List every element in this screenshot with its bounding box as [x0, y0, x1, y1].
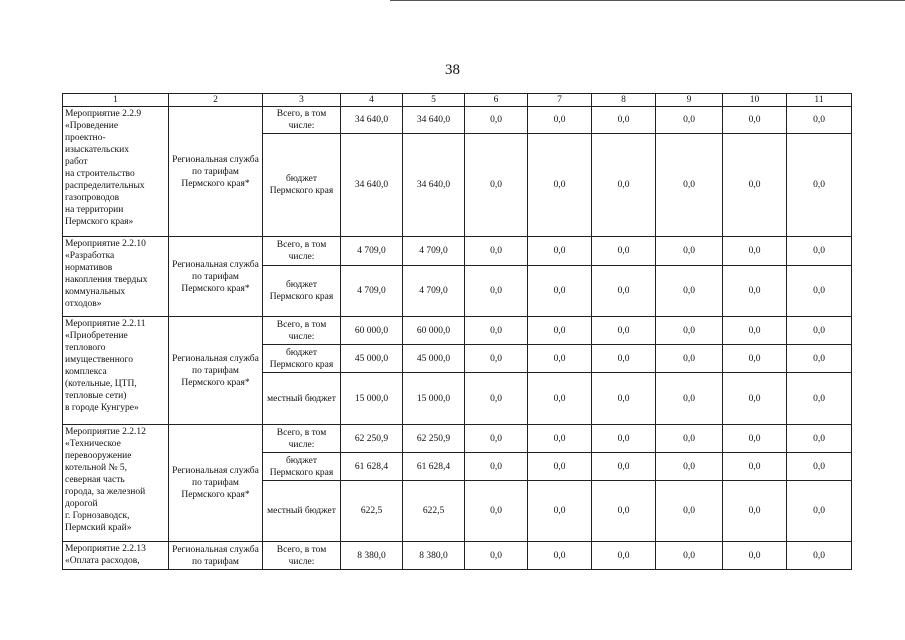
value-cell-col-6: 0,0 [465, 373, 528, 425]
value-cell-col-9: 0,0 [656, 425, 723, 453]
value-cell-col-4: 8 380,0 [341, 542, 403, 570]
executor-cell: Региональная служба по тарифам Пермского края* [169, 107, 263, 237]
value-cell-col-9: 0,0 [656, 317, 723, 345]
value-cell-col-9: 0,0 [656, 373, 723, 425]
funding-source-cell: местный бюджет [263, 481, 341, 542]
value-cell-col-5: 15 000,0 [403, 373, 465, 425]
value-cell-col-9: 0,0 [656, 453, 723, 481]
value-cell-col-7: 0,0 [528, 373, 592, 425]
value-cell-col-5: 62 250,9 [403, 425, 465, 453]
value-cell-col-4: 34 640,0 [341, 134, 403, 237]
budget-table [62, 93, 852, 570]
column-header-2: 2 [169, 94, 263, 107]
value-cell-col-6: 0,0 [465, 266, 528, 317]
column-header-8: 8 [592, 94, 656, 107]
value-cell-col-5: 34 640,0 [403, 107, 465, 134]
value-cell-col-7: 0,0 [528, 425, 592, 453]
value-cell-col-5: 8 380,0 [403, 542, 465, 570]
value-cell-col-8: 0,0 [592, 542, 656, 570]
column-header-10: 10 [723, 94, 787, 107]
value-cell-col-7: 0,0 [528, 317, 592, 345]
value-cell-col-8: 0,0 [592, 237, 656, 266]
column-header-9: 9 [656, 94, 723, 107]
value-cell-col-10: 0,0 [723, 107, 787, 134]
column-header-5: 5 [403, 94, 465, 107]
value-cell-col-4: 60 000,0 [341, 317, 403, 345]
table-row [63, 542, 852, 570]
value-cell-col-7: 0,0 [528, 266, 592, 317]
value-cell-col-11: 0,0 [787, 107, 852, 134]
funding-source-cell: Всего, в том числе: [263, 317, 341, 345]
funding-source-cell: бюджет Пермского края [263, 453, 341, 481]
value-cell-col-5: 45 000,0 [403, 345, 465, 373]
value-cell-col-8: 0,0 [592, 266, 656, 317]
value-cell-col-9: 0,0 [656, 134, 723, 237]
value-cell-col-4: 622,5 [341, 481, 403, 542]
column-header-6: 6 [465, 94, 528, 107]
value-cell-col-11: 0,0 [787, 266, 852, 317]
value-cell-col-6: 0,0 [465, 481, 528, 542]
value-cell-col-8: 0,0 [592, 107, 656, 134]
column-header-4: 4 [341, 94, 403, 107]
value-cell-col-11: 0,0 [787, 481, 852, 542]
value-cell-col-11: 0,0 [787, 373, 852, 425]
funding-source-cell: Всего, в том числе: [263, 237, 341, 266]
funding-source-cell: бюджет Пермского края [263, 134, 341, 237]
value-cell-col-5: 60 000,0 [403, 317, 465, 345]
funding-source-cell: Всего, в том числе: [263, 542, 341, 570]
value-cell-col-10: 0,0 [723, 134, 787, 237]
value-cell-col-9: 0,0 [656, 237, 723, 266]
table-row [63, 317, 852, 345]
value-cell-col-6: 0,0 [465, 317, 528, 345]
value-cell-col-5: 4 709,0 [403, 266, 465, 317]
event-name-cell: Мероприятие 2.2.9 «Проведение проектно- изыскательских работ на строительство распределительных газопроводов на территории Пермского края» [63, 107, 169, 237]
value-cell-col-4: 45 000,0 [341, 345, 403, 373]
value-cell-col-4: 15 000,0 [341, 373, 403, 425]
value-cell-col-6: 0,0 [465, 345, 528, 373]
value-cell-col-5: 61 628,4 [403, 453, 465, 481]
value-cell-col-5: 4 709,0 [403, 237, 465, 266]
value-cell-col-8: 0,0 [592, 134, 656, 237]
value-cell-col-10: 0,0 [723, 237, 787, 266]
value-cell-col-11: 0,0 [787, 345, 852, 373]
value-cell-col-10: 0,0 [723, 266, 787, 317]
top-border-line [390, 0, 905, 1]
value-cell-col-4: 62 250,9 [341, 425, 403, 453]
value-cell-col-8: 0,0 [592, 453, 656, 481]
value-cell-col-7: 0,0 [528, 453, 592, 481]
executor-cell: Региональная служба по тарифам Пермского края* [169, 425, 263, 542]
funding-source-cell: местный бюджет [263, 373, 341, 425]
table-row [63, 425, 852, 453]
value-cell-col-7: 0,0 [528, 237, 592, 266]
event-name-cell: Мероприятие 2.2.12 «Техническое перевооружение котельной № 5, северная часть города, за железной дорогой г. Горнозаводск, Пермский край» [63, 425, 169, 542]
value-cell-col-10: 0,0 [723, 345, 787, 373]
event-name-cell: Мероприятие 2.2.11 «Приобретение теплового имущественного комплекса (котельные, ЦТП, тепловые сети) в городе Кунгуре» [63, 317, 169, 425]
value-cell-col-11: 0,0 [787, 317, 852, 345]
value-cell-col-9: 0,0 [656, 542, 723, 570]
value-cell-col-9: 0,0 [656, 345, 723, 373]
value-cell-col-8: 0,0 [592, 345, 656, 373]
column-header-11: 11 [787, 94, 852, 107]
value-cell-col-4: 4 709,0 [341, 237, 403, 266]
value-cell-col-10: 0,0 [723, 481, 787, 542]
executor-cell: Региональная служба по тарифам [169, 542, 263, 570]
column-header-7: 7 [528, 94, 592, 107]
table-row [63, 237, 852, 266]
value-cell-col-8: 0,0 [592, 425, 656, 453]
value-cell-col-9: 0,0 [656, 481, 723, 542]
funding-source-cell: Всего, в том числе: [263, 107, 341, 134]
column-header-3: 3 [263, 94, 341, 107]
value-cell-col-7: 0,0 [528, 481, 592, 542]
event-name-cell: Мероприятие 2.2.13 «Оплата расходов, [63, 542, 169, 570]
value-cell-col-8: 0,0 [592, 317, 656, 345]
value-cell-col-11: 0,0 [787, 134, 852, 237]
value-cell-col-10: 0,0 [723, 373, 787, 425]
value-cell-col-6: 0,0 [465, 453, 528, 481]
value-cell-col-4: 34 640,0 [341, 107, 403, 134]
value-cell-col-7: 0,0 [528, 542, 592, 570]
value-cell-col-11: 0,0 [787, 542, 852, 570]
funding-source-cell: бюджет Пермского края [263, 266, 341, 317]
value-cell-col-11: 0,0 [787, 425, 852, 453]
column-header-1: 1 [63, 94, 169, 107]
value-cell-col-7: 0,0 [528, 345, 592, 373]
value-cell-col-8: 0,0 [592, 481, 656, 542]
value-cell-col-6: 0,0 [465, 237, 528, 266]
value-cell-col-9: 0,0 [656, 266, 723, 317]
value-cell-col-10: 0,0 [723, 542, 787, 570]
value-cell-col-4: 4 709,0 [341, 266, 403, 317]
value-cell-col-6: 0,0 [465, 107, 528, 134]
value-cell-col-5: 34 640,0 [403, 134, 465, 237]
value-cell-col-4: 61 628,4 [341, 453, 403, 481]
value-cell-col-6: 0,0 [465, 134, 528, 237]
executor-cell: Региональная служба по тарифам Пермского края* [169, 317, 263, 425]
executor-cell: Региональная служба по тарифам Пермского края* [169, 237, 263, 317]
funding-source-cell: Всего, в том числе: [263, 425, 341, 453]
value-cell-col-8: 0,0 [592, 373, 656, 425]
value-cell-col-6: 0,0 [465, 542, 528, 570]
value-cell-col-6: 0,0 [465, 425, 528, 453]
header-row [63, 94, 852, 107]
page-number: 38 [445, 62, 460, 78]
value-cell-col-10: 0,0 [723, 425, 787, 453]
value-cell-col-5: 622,5 [403, 481, 465, 542]
table-body [63, 94, 852, 570]
funding-source-cell: бюджет Пермского края [263, 345, 341, 373]
event-name-cell: Мероприятие 2.2.10 «Разработка нормативов накопления твердых коммунальных отходов» [63, 237, 169, 317]
value-cell-col-11: 0,0 [787, 453, 852, 481]
value-cell-col-10: 0,0 [723, 317, 787, 345]
value-cell-col-9: 0,0 [656, 107, 723, 134]
value-cell-col-7: 0,0 [528, 107, 592, 134]
value-cell-col-11: 0,0 [787, 237, 852, 266]
value-cell-col-7: 0,0 [528, 134, 592, 237]
table-row [63, 107, 852, 134]
value-cell-col-10: 0,0 [723, 453, 787, 481]
